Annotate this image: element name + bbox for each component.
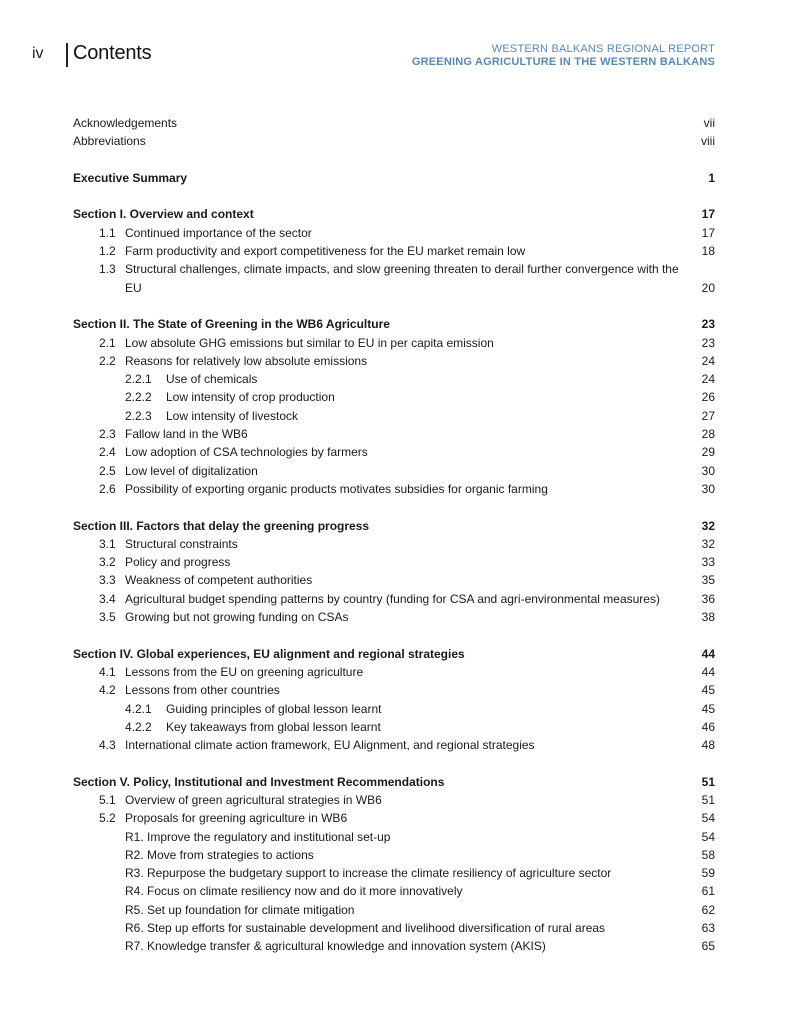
toc-entry-label bbox=[73, 169, 199, 187]
toc-entry-page: 24 bbox=[701, 353, 715, 368]
toc-entry-label bbox=[73, 553, 242, 571]
toc-entry-page: 44 bbox=[701, 664, 715, 679]
toc-entry[interactable] bbox=[73, 315, 715, 333]
toc-entry-number: 2.5 bbox=[99, 463, 116, 478]
toc-entry-number: 1.1 bbox=[99, 225, 116, 240]
toc-entry[interactable] bbox=[73, 590, 715, 608]
toc-entry-page: 28 bbox=[701, 427, 715, 442]
toc-entry-number: 3.4 bbox=[99, 591, 116, 606]
toc-entry[interactable] bbox=[73, 700, 715, 718]
toc-entry-title: Section II. The State of Greening in the WB6 Agriculture bbox=[73, 317, 390, 332]
toc-entry-number: 1.3 bbox=[99, 262, 116, 277]
toc-entry-title: Fallow land in the WB6 bbox=[125, 427, 248, 442]
toc-entry-title: R1. Improve the regulatory and institutional set-up bbox=[125, 829, 391, 844]
toc-entry[interactable] bbox=[73, 260, 715, 297]
toc-entry-page: vii bbox=[703, 116, 715, 130]
toc-entry[interactable] bbox=[73, 718, 715, 736]
toc-entry-page: 29 bbox=[701, 445, 715, 460]
toc-entry-page: 24 bbox=[701, 372, 715, 387]
toc-entry-title: R7. Knowledge transfer & agricultural knowledge and innovation system (AKIS) bbox=[125, 939, 546, 954]
toc-entry-title: Agricultural budget spending patterns by country (funding for CSA and agri-environmental measures) bbox=[125, 591, 660, 606]
toc-entry-label bbox=[73, 462, 270, 480]
toc-entry-page: 45 bbox=[701, 683, 715, 698]
toc-entry-label bbox=[73, 407, 310, 425]
toc-entry-label bbox=[73, 260, 697, 297]
toc-entry-number: 2.4 bbox=[99, 445, 116, 460]
toc-entry[interactable] bbox=[73, 608, 715, 626]
toc-entry-title: Farm productivity and export competitiveness for the EU market remain low bbox=[125, 244, 526, 259]
toc-entry-label bbox=[73, 535, 250, 553]
toc-entry[interactable] bbox=[73, 663, 715, 681]
toc-entry-title: Continued importance of the sector bbox=[125, 225, 312, 240]
toc-entry-title: R3. Repurpose the budgetary support to increase the climate resiliency of agriculture sector bbox=[125, 866, 612, 881]
toc-entry-label bbox=[73, 645, 477, 663]
toc-entry[interactable] bbox=[73, 553, 715, 571]
toc-entry-label bbox=[73, 388, 347, 406]
toc-entry-number: 4.3 bbox=[99, 738, 116, 753]
toc-entry[interactable] bbox=[73, 224, 715, 242]
toc-entry-title: Lessons from the EU on greening agriculture bbox=[125, 664, 364, 679]
toc-entry[interactable] bbox=[73, 425, 715, 443]
toc-entry-label bbox=[73, 882, 475, 900]
toc-entry-title: Overview of green agricultural strategies in WB6 bbox=[125, 792, 382, 807]
toc-entry-label bbox=[73, 919, 617, 937]
toc-entry-page: 44 bbox=[701, 646, 715, 661]
toc-entry[interactable] bbox=[73, 791, 715, 809]
toc-entry-label bbox=[73, 791, 394, 809]
toc-entry-label bbox=[73, 718, 393, 736]
toc-entry[interactable] bbox=[73, 352, 715, 370]
page-title: Contents bbox=[73, 42, 152, 64]
toc-entry-page: 27 bbox=[701, 408, 715, 423]
toc-entry-page: 51 bbox=[701, 774, 715, 789]
toc-entry-page: 17 bbox=[701, 225, 715, 240]
toc-entry-title: Low intensity of crop production bbox=[166, 390, 335, 405]
toc-entry[interactable] bbox=[73, 846, 715, 864]
toc-entry-page: 51 bbox=[701, 792, 715, 807]
toc-entry-number: 5.1 bbox=[99, 792, 116, 807]
toc-entry-page: 59 bbox=[701, 866, 715, 881]
toc-entry-number: 1.2 bbox=[99, 244, 116, 259]
toc-entry-title: Low level of digitalization bbox=[125, 463, 258, 478]
toc-entry-page: 1 bbox=[708, 170, 715, 185]
toc-entry[interactable] bbox=[73, 736, 715, 754]
toc-entry-label bbox=[73, 480, 560, 498]
toc-entry-page: 26 bbox=[701, 390, 715, 405]
toc-entry-title: Lessons from other countries bbox=[125, 683, 280, 698]
toc-entry[interactable] bbox=[73, 937, 715, 955]
toc-entry-title: Section III. Factors that delay the greening progress bbox=[73, 518, 370, 533]
toc-entry-label bbox=[73, 334, 506, 352]
toc-entry-page: 48 bbox=[701, 738, 715, 753]
toc-entry-page: 35 bbox=[701, 573, 715, 588]
toc-entry-number: 4.2 bbox=[99, 683, 116, 698]
toc-entry-page: 61 bbox=[701, 884, 715, 899]
toc-entry-label bbox=[73, 571, 324, 589]
toc-entry[interactable] bbox=[73, 370, 715, 388]
toc-entry-title: Proposals for greening agriculture in WB6 bbox=[125, 811, 348, 826]
toc-entry-page: 36 bbox=[701, 591, 715, 606]
toc-entry-title: Section V. Policy, Institutional and Investment Recommendations bbox=[73, 774, 445, 789]
toc-entry-number: 2.2.1 bbox=[125, 372, 152, 387]
toc-entry-title: Structural challenges, climate impacts, and slow greening threaten to derail further convergence with the EU bbox=[125, 262, 679, 295]
toc-entry-number: 2.6 bbox=[99, 481, 116, 496]
toc-entry-page: 54 bbox=[701, 811, 715, 826]
toc-entry-label bbox=[73, 864, 623, 882]
toc-entry[interactable] bbox=[73, 407, 715, 425]
toc-entry-title: Low intensity of livestock bbox=[166, 408, 299, 423]
toc-entry-page: viii bbox=[701, 134, 715, 149]
toc-entry-label bbox=[73, 443, 380, 461]
toc-entry[interactable] bbox=[73, 882, 715, 900]
toc-entry[interactable] bbox=[73, 919, 715, 937]
toc-entry-number: 3.2 bbox=[99, 555, 116, 570]
toc-entry-title: Possibility of exporting organic products motivates subsidies for organic farming bbox=[125, 481, 548, 496]
toc-entry-label bbox=[73, 242, 537, 260]
toc-entry-label bbox=[73, 828, 402, 846]
toc-entry-title: Weakness of competent authorities bbox=[125, 573, 313, 588]
toc-entry[interactable] bbox=[73, 169, 715, 187]
toc-entry-title: Abbreviations bbox=[73, 134, 146, 149]
toc-entry-page: 54 bbox=[701, 829, 715, 844]
toc-entry-number: 4.1 bbox=[99, 664, 116, 679]
toc-entry-title: Key takeaways from global lesson learnt bbox=[166, 719, 381, 734]
toc-entry-label bbox=[73, 132, 158, 150]
toc-entry[interactable] bbox=[73, 517, 715, 535]
toc-entry-label bbox=[73, 590, 672, 608]
toc-entry-page: 23 bbox=[701, 317, 715, 332]
toc-entry-label bbox=[73, 205, 266, 223]
toc-entry-number: 2.1 bbox=[99, 335, 116, 350]
toc-entry-label bbox=[73, 425, 260, 443]
toc-entry[interactable] bbox=[73, 334, 715, 352]
toc-entry-title: Use of chemicals bbox=[166, 372, 258, 387]
toc-entry[interactable] bbox=[73, 205, 715, 223]
toc-entry-label bbox=[73, 901, 366, 919]
toc-entry-label bbox=[73, 700, 393, 718]
toc-entry-title: Structural constraints bbox=[125, 536, 238, 551]
toc-entry-number: 2.2.3 bbox=[125, 408, 152, 423]
report-title: GREENING AGRICULTURE IN THE WESTERN BALKANS bbox=[411, 56, 715, 68]
toc-entry-title: Acknowledgements bbox=[73, 116, 178, 130]
toc-entry[interactable] bbox=[73, 681, 715, 699]
toc-entry-number: 3.5 bbox=[99, 610, 116, 625]
toc-entry-number: 4.2.2 bbox=[125, 719, 152, 734]
toc-entry[interactable] bbox=[73, 132, 715, 150]
toc-entry-label bbox=[73, 773, 456, 791]
toc-entry-number: 3.1 bbox=[99, 536, 116, 551]
toc-entry-title: R2. Move from strategies to actions bbox=[125, 847, 314, 862]
toc-entry-title: R6. Step up efforts for sustainable development and livelihood diversification of rural areas bbox=[125, 921, 606, 936]
toc-entry-title: Reasons for relatively low absolute emissions bbox=[125, 353, 368, 368]
table-of-contents bbox=[73, 114, 715, 956]
toc-entry-page: 62 bbox=[701, 902, 715, 917]
toc-entry-page: 20 bbox=[701, 280, 715, 295]
toc-entry-page: 63 bbox=[701, 921, 715, 936]
toc-entry-title: International climate action framework, EU Alignment, and regional strategies bbox=[125, 738, 535, 753]
toc-entry-page: 17 bbox=[701, 207, 715, 222]
toc-entry-page: 32 bbox=[701, 536, 715, 551]
report-series: WESTERN BALKANS REGIONAL REPORT bbox=[491, 43, 715, 55]
toc-entry-label bbox=[73, 809, 359, 827]
toc-entry[interactable] bbox=[73, 809, 715, 827]
toc-entry-title: Low adoption of CSA technologies by farmers bbox=[125, 445, 368, 460]
toc-entry[interactable] bbox=[73, 773, 715, 791]
toc-entry-page: 33 bbox=[701, 555, 715, 570]
toc-entry-title: Policy and progress bbox=[125, 555, 231, 570]
toc-entry[interactable] bbox=[73, 480, 715, 498]
toc-entry-label bbox=[73, 224, 324, 242]
toc-entry-number: 2.2 bbox=[99, 353, 116, 368]
toc-entry[interactable] bbox=[73, 645, 715, 663]
toc-entry-title: Section I. Overview and context bbox=[73, 207, 254, 222]
toc-entry-title: Section IV. Global experiences, EU alignment and regional strategies bbox=[73, 646, 465, 661]
toc-entry[interactable] bbox=[73, 901, 715, 919]
toc-entry-number: 2.2.2 bbox=[125, 390, 152, 405]
toc-entry-page: 65 bbox=[701, 939, 715, 954]
toc-entry-label bbox=[73, 352, 379, 370]
toc-entry-number: 5.2 bbox=[99, 811, 116, 826]
toc-entry-title: Low absolute GHG emissions but similar to EU in per capita emission bbox=[125, 335, 494, 350]
toc-entry-page: 46 bbox=[701, 719, 715, 734]
toc-entry-title: R4. Focus on climate resiliency now and do it more innovatively bbox=[125, 884, 463, 899]
toc-entry-title: Executive Summary bbox=[73, 170, 188, 185]
toc-entry-label bbox=[73, 315, 402, 333]
toc-entry-page: 23 bbox=[701, 335, 715, 350]
toc-entry-label bbox=[73, 736, 547, 754]
toc-entry[interactable] bbox=[73, 864, 715, 882]
toc-entry-number: 2.3 bbox=[99, 427, 116, 442]
toc-entry[interactable] bbox=[73, 462, 715, 480]
toc-entry[interactable] bbox=[73, 242, 715, 260]
toc-entry[interactable] bbox=[73, 828, 715, 846]
report-header bbox=[412, 43, 715, 69]
toc-entry[interactable] bbox=[73, 571, 715, 589]
toc-entry-label bbox=[73, 608, 360, 626]
toc-entry-page: 30 bbox=[701, 463, 715, 478]
toc-entry-page: 58 bbox=[701, 847, 715, 862]
toc-entry-number: 4.2.1 bbox=[125, 701, 152, 716]
toc-entry-title: Growing but not growing funding on CSAs bbox=[125, 610, 349, 625]
toc-entry[interactable] bbox=[73, 535, 715, 553]
toc-entry-page: 32 bbox=[701, 518, 715, 533]
toc-entry-label bbox=[73, 517, 381, 535]
toc-entry-label bbox=[73, 114, 189, 132]
toc-entry-page: 30 bbox=[701, 481, 715, 496]
toc-entry-label bbox=[73, 681, 292, 699]
toc-entry-number: 3.3 bbox=[99, 573, 116, 588]
toc-entry-label bbox=[73, 370, 269, 388]
toc-entry[interactable] bbox=[73, 443, 715, 461]
toc-entry-page: 45 bbox=[701, 701, 715, 716]
page-number: iv bbox=[32, 45, 44, 62]
toc-entry-label bbox=[73, 663, 375, 681]
toc-entry-page: 38 bbox=[701, 610, 715, 625]
toc-entry-title: Guiding principles of global lesson learnt bbox=[166, 701, 382, 716]
toc-entry-page: 18 bbox=[701, 244, 715, 259]
toc-entry[interactable] bbox=[73, 388, 715, 406]
header-divider bbox=[66, 43, 68, 67]
toc-entry-title: R5. Set up foundation for climate mitigation bbox=[125, 902, 355, 917]
toc-entry-label bbox=[73, 846, 326, 864]
toc-entry-label bbox=[73, 937, 558, 955]
toc-entry[interactable] bbox=[73, 114, 715, 132]
